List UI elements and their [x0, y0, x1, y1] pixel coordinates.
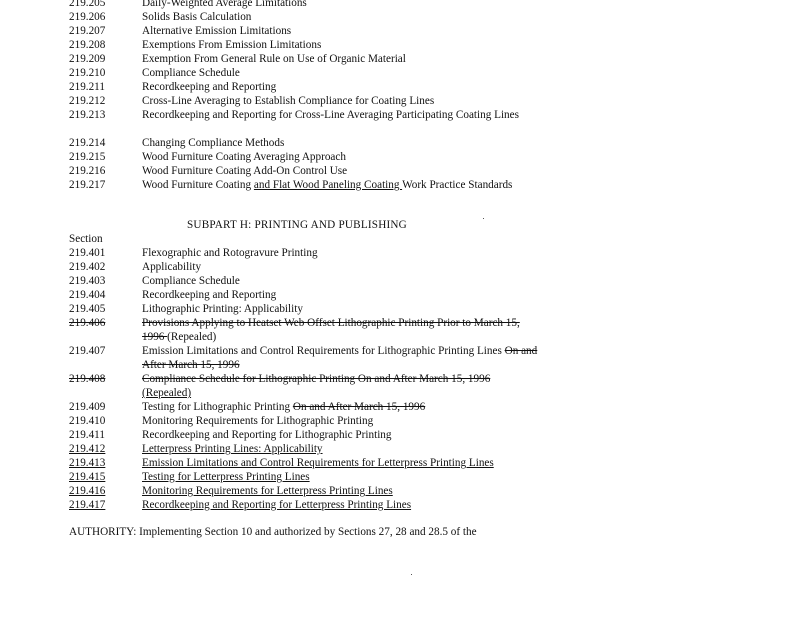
- section-entry: [0, 400, 800, 414]
- section-title-part: Letterpress Printing Lines: Applicability: [142, 443, 323, 455]
- section-number: 219.214: [69, 137, 106, 149]
- section-title: [142, 484, 542, 498]
- section-entry: [0, 38, 800, 52]
- section-title: [142, 400, 542, 414]
- section-title-part: Lithographic Printing: Applicability: [142, 303, 303, 315]
- section-entry: [0, 414, 800, 428]
- section-title-part: and Flat Wood Paneling Coating: [253, 179, 403, 191]
- section-title-part: On and After March 15, 1996: [142, 345, 538, 371]
- section-number: 219.415: [69, 471, 106, 483]
- section-title: Wood Furniture Coating Averaging Approach: [142, 151, 346, 163]
- section-number: 219.208: [69, 39, 106, 51]
- section-title-part: (Repealed): [167, 331, 217, 343]
- section-title: [142, 470, 542, 484]
- section-entry: [0, 94, 800, 108]
- section-title: [142, 302, 542, 316]
- section-entry: [0, 24, 800, 38]
- section-title-part: Testing for Letterpress Printing Lines: [142, 471, 310, 483]
- authority-note: AUTHORITY: Implementing Section 10 and authorized by Sections 27, 28 and 28.5 of the: [69, 526, 477, 538]
- section-number: 219.209: [69, 53, 106, 65]
- section-title-part: Flexographic and Rotogravure Printing: [142, 247, 318, 259]
- section-title-part: Provisions Applying to Heatset Web Offset Lithographic Printing Prior to March 15, 1996: [142, 317, 520, 343]
- section-title: [142, 372, 542, 400]
- section-entry: [0, 178, 800, 206]
- section-title-part: Emission Limitations and Control Requirements for Lithographic Printing Lines: [142, 345, 505, 357]
- section-entry: [0, 456, 800, 470]
- section-number: 219.207: [69, 25, 106, 37]
- section-title-part: Wood Furniture Coating: [142, 179, 254, 191]
- section-number: 219.402: [69, 261, 106, 273]
- section-entry: [0, 484, 800, 498]
- section-title: [142, 414, 542, 428]
- section-entry: [0, 0, 800, 10]
- section-column-label: Section: [69, 233, 103, 245]
- section-entry: [0, 288, 800, 302]
- section-number: 219.213: [69, 109, 106, 121]
- section-entry: [0, 260, 800, 274]
- section-entry: [0, 274, 800, 288]
- section-title-part: Compliance Schedule for Lithographic Printing On and After March 15, 1996: [142, 373, 491, 385]
- section-entry: [0, 52, 800, 66]
- section-number: 219.215: [69, 151, 106, 163]
- section-title-part: Recordkeeping and Reporting for Letterpress Printing Lines: [142, 499, 412, 511]
- section-title: [142, 442, 542, 456]
- section-entry: [0, 442, 800, 456]
- section-number: 219.409: [69, 401, 106, 413]
- section-entry: [0, 316, 800, 344]
- section-title-part: On and After March 15, 1996: [292, 401, 426, 413]
- section-number: 219.413: [69, 457, 106, 469]
- section-title: [142, 246, 542, 260]
- section-title: Cross-Line Averaging to Establish Compliance for Coating Lines: [142, 95, 435, 107]
- section-title: Exemptions From Emission Limitations: [142, 39, 322, 51]
- section-title: Recordkeeping and Reporting for Cross-Line Averaging Participating Coating Lines: [142, 109, 519, 121]
- section-title: [142, 288, 542, 302]
- section-number: 219.217: [69, 179, 106, 191]
- section-title-part: Recordkeeping and Reporting: [142, 289, 277, 301]
- section-number: 219.404: [69, 289, 106, 301]
- section-number: 219.205: [69, 0, 106, 9]
- section-entry: [0, 164, 800, 178]
- section-list-subpart-h: [0, 246, 800, 512]
- section-number: 219.406: [69, 317, 106, 329]
- section-title: [142, 316, 542, 344]
- section-title: [142, 498, 542, 512]
- section-entry: [0, 498, 800, 512]
- section-entry: [0, 344, 800, 372]
- section-title: Solids Basis Calculation: [142, 11, 252, 23]
- section-title-part: Monitoring Requirements for Letterpress Printing Lines: [142, 485, 393, 497]
- section-title: [142, 344, 542, 372]
- section-title-part: Monitoring Requirements for Lithographic Printing: [142, 415, 374, 427]
- section-title: Wood Furniture Coating Add-On Control Use: [142, 165, 348, 177]
- section-title-part: Applicability: [142, 261, 202, 273]
- section-number: 219.412: [69, 443, 106, 455]
- section-number: 219.407: [69, 345, 106, 357]
- section-title-part: (Repealed): [142, 387, 192, 399]
- section-title: [142, 178, 542, 192]
- section-title: Daily-Weighted Average Limitations: [142, 0, 307, 9]
- scan-speck: [483, 218, 484, 219]
- section-title-part: Work Practice Standards: [402, 179, 513, 191]
- section-number: 219.216: [69, 165, 106, 177]
- section-title-part: Recordkeeping and Reporting for Lithographic Printing: [142, 429, 392, 441]
- section-entry: [0, 372, 800, 400]
- section-title-part: Compliance Schedule: [142, 275, 240, 287]
- section-title: [142, 456, 542, 470]
- section-entry: [0, 10, 800, 24]
- section-entry: [0, 302, 800, 316]
- section-title: [142, 274, 542, 288]
- section-entry: [0, 66, 800, 80]
- section-entry: [0, 108, 800, 136]
- section-title: [142, 260, 542, 274]
- section-number: 219.212: [69, 95, 106, 107]
- section-list-top: [0, 0, 800, 206]
- section-entry: [0, 246, 800, 260]
- section-title-part: Testing for Lithographic Printing: [142, 401, 293, 413]
- section-number: 219.417: [69, 499, 106, 511]
- scan-speck: [411, 574, 412, 575]
- section-number: 219.210: [69, 67, 106, 79]
- section-title: Alternative Emission Limitations: [142, 25, 292, 37]
- section-number: 219.411: [69, 429, 105, 441]
- section-number: 219.408: [69, 373, 106, 385]
- section-title: Compliance Schedule: [142, 67, 240, 79]
- section-title-part: Emission Limitations and Control Requirements for Letterpress Printing Lines: [142, 457, 494, 469]
- section-entry: [0, 136, 800, 150]
- section-number: 219.416: [69, 485, 106, 497]
- subpart-heading: SUBPART H: PRINTING AND PUBLISHING: [187, 219, 407, 231]
- section-title: Changing Compliance Methods: [142, 137, 285, 149]
- section-title: [142, 428, 542, 442]
- section-entry: [0, 150, 800, 164]
- section-number: 219.405: [69, 303, 106, 315]
- section-title: Exemption From General Rule on Use of Organic Material: [142, 53, 406, 65]
- section-entry: [0, 428, 800, 442]
- section-number: 219.401: [69, 247, 106, 259]
- section-entry: [0, 80, 800, 94]
- section-number: 219.211: [69, 81, 105, 93]
- section-number: 219.410: [69, 415, 106, 427]
- section-number: 219.403: [69, 275, 106, 287]
- section-number: 219.206: [69, 11, 106, 23]
- section-entry: [0, 470, 800, 484]
- section-title: Recordkeeping and Reporting: [142, 81, 277, 93]
